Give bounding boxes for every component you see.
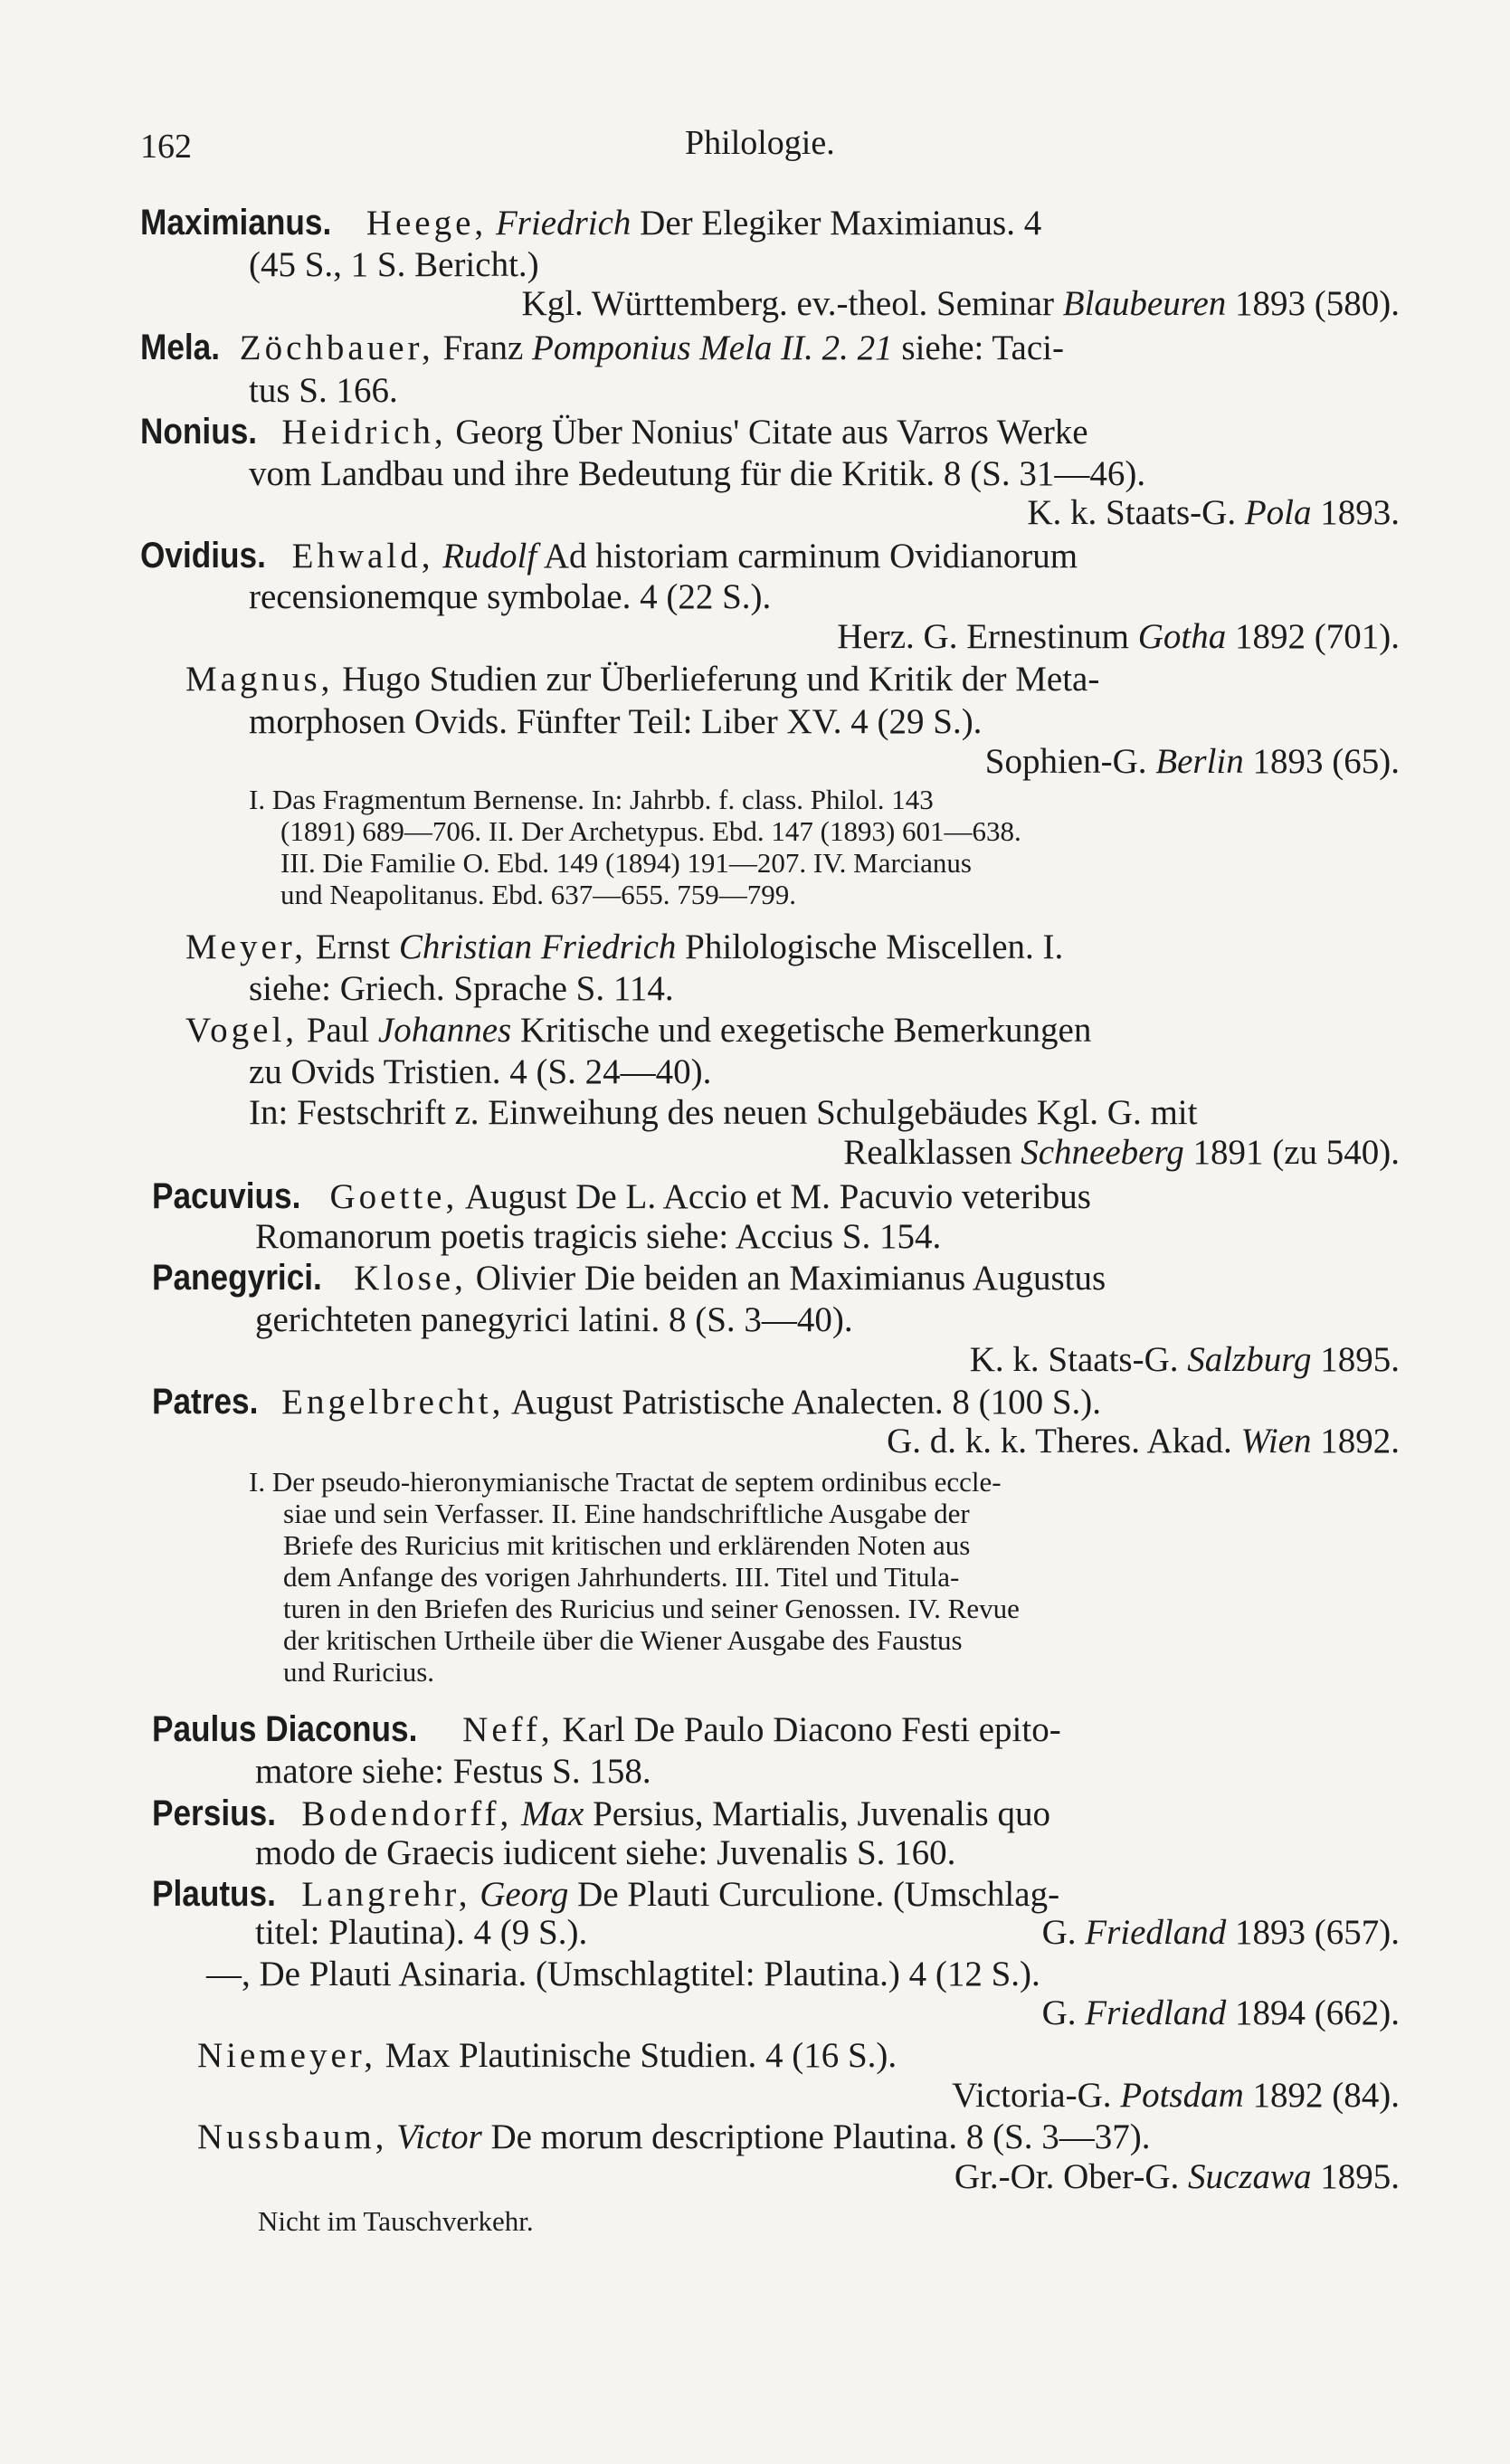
entry-publisher-line xyxy=(985,742,1400,782)
place: Suczawa xyxy=(1188,2157,1312,2196)
entry-nussbaum xyxy=(197,2117,1150,2157)
entry-ovidius xyxy=(140,536,1078,576)
text: Karl De Paulo Diacono Festi epito- xyxy=(562,1710,1061,1749)
entry-patres xyxy=(152,1382,1101,1422)
publisher: Kgl. Württemberg. ev.-theol. Seminar xyxy=(521,284,1054,323)
entry-publisher-line xyxy=(1027,493,1400,533)
author: Bodendorff, xyxy=(301,1794,513,1833)
place: Berlin xyxy=(1155,742,1244,781)
entry-publisher-line xyxy=(970,1340,1400,1380)
note-line: und Ruricius. xyxy=(283,1656,435,1688)
entry-publisher-line xyxy=(887,1422,1400,1461)
year: 1893. xyxy=(1320,493,1400,532)
given-name: Victor xyxy=(396,2117,482,2156)
note-line: III. Die Familie O. Ebd. 149 (1894) 191—207. IV. Marcianus xyxy=(280,847,972,879)
given-name: Max xyxy=(521,1794,584,1833)
author: Klose, xyxy=(354,1259,467,1298)
given-name: Friedrich xyxy=(495,204,632,243)
entry-magnus xyxy=(185,660,1099,699)
author: Engelbrecht, xyxy=(281,1383,505,1422)
given-name: Ernst xyxy=(315,928,391,966)
text: August De L. Accio et M. Pacuvio veteribus xyxy=(464,1177,1091,1216)
keyword: Ovidius. xyxy=(140,536,266,576)
note-line: der kritischen Urtheile über die Wiener Ausgabe des Faustus xyxy=(283,1624,963,1656)
page-number: 162 xyxy=(140,128,192,166)
year: 1895. xyxy=(1320,2157,1400,2196)
author: Goette, xyxy=(329,1177,459,1216)
text: De Plauti Curculione. (Umschlag- xyxy=(577,1875,1060,1914)
note-line: (1891) 689—706. II. Der Archetypus. Ebd. 147 (1893) 601—638. xyxy=(280,815,1021,847)
year: 1894 (662). xyxy=(1235,1993,1400,2032)
note-line: und Neapolitanus. Ebd. 637—655. 759—799. xyxy=(280,879,797,910)
year: 1892 (701). xyxy=(1235,617,1400,656)
entry-line: (45 S., 1 S. Bericht.) xyxy=(249,245,539,284)
text: Georg Über Nonius' Citate aus Varros Werke xyxy=(455,413,1088,452)
entry-panegyrici xyxy=(152,1258,1106,1299)
keyword: Nonius. xyxy=(140,412,258,452)
given-name: Rudolf xyxy=(442,537,537,576)
text: Philologische Miscellen. I. xyxy=(685,928,1064,966)
author: Ehwald, xyxy=(291,537,434,576)
entry-niemeyer xyxy=(197,2036,897,2076)
keyword: Mela. xyxy=(140,328,221,367)
author: Neff, xyxy=(462,1710,554,1749)
entry-line: vom Landbau und ihre Bedeutung für die Kritik. 8 (S. 31—46). xyxy=(249,454,1146,493)
author: Vogel, xyxy=(185,1011,299,1050)
keyword: Plautus. xyxy=(152,1874,276,1914)
note-line: I. Das Fragmentum Bernense. In: Jahrbb. f. class. Philol. 143 xyxy=(249,784,934,815)
place: Potsdam xyxy=(1120,2076,1244,2115)
text: Kritische und exegetische Bemerkungen xyxy=(519,1011,1092,1050)
publisher: Herz. G. Ernestinum xyxy=(837,617,1130,656)
text: August Patristische Analecten. 8 (100 S.). xyxy=(510,1383,1102,1422)
entry-paulus-diaconus xyxy=(152,1709,1061,1750)
author: Langrehr, xyxy=(301,1875,471,1914)
entry-plautus xyxy=(152,1874,1059,1915)
entry-line: recensionemque symbolae. 4 (22 S.). xyxy=(249,577,772,616)
text: Max Plautinische Studien. 4 (16 S.). xyxy=(385,2036,897,2075)
author: Heege, xyxy=(366,204,488,243)
year: 1892 (84). xyxy=(1252,2076,1400,2115)
title: Pomponius Mela II. 2. 21 xyxy=(532,328,893,367)
publisher: G. xyxy=(1041,1993,1077,2032)
entry-line: siehe: Griech. Sprache S. 114. xyxy=(249,969,674,1008)
text: Ad historiam carminum Ovidianorum xyxy=(543,537,1078,576)
entry-publisher-line xyxy=(522,284,1400,324)
entry-line: tus S. 166. xyxy=(249,371,398,410)
entry-mela xyxy=(140,328,1064,368)
see: siehe: Taci- xyxy=(901,328,1064,367)
publisher: K. k. Staats-G. xyxy=(1027,493,1237,532)
entry-pacuvius xyxy=(152,1176,1091,1217)
entry-line: modo de Graecis iudicent siehe: Juvenalis S. 160. xyxy=(255,1833,956,1872)
keyword: Panegyrici. xyxy=(152,1258,322,1298)
entry-publisher-line xyxy=(1042,1993,1400,2033)
entry-line: In: Festschrift z. Einweihung des neuen Schulgebäudes Kgl. G. mit xyxy=(249,1093,1198,1132)
year: 1893 (580). xyxy=(1235,284,1400,323)
given-name-italic: Christian Friedrich xyxy=(398,928,677,966)
entry-publisher-line xyxy=(1042,1913,1400,1953)
author: Magnus, xyxy=(185,660,334,699)
entry-vogel xyxy=(185,1011,1091,1051)
note-line: I. Der pseudo-hieronymianische Tractat de septem ordinibus eccle- xyxy=(249,1466,1002,1498)
place: Wien xyxy=(1240,1422,1312,1460)
publisher: Victoria-G. xyxy=(952,2076,1112,2115)
text: Persius, Martialis, Juvenalis quo xyxy=(593,1794,1050,1833)
place: Gotha xyxy=(1137,617,1227,656)
entry-line: titel: Plautina). 4 (9 S.). xyxy=(255,1913,588,1952)
place: Friedland xyxy=(1085,1993,1227,2032)
note-line: Briefe des Ruricius mit kritischen und erklärenden Noten aus xyxy=(283,1529,971,1561)
entry-maximianus xyxy=(140,203,1041,243)
keyword: Pacuvius. xyxy=(152,1176,301,1216)
entry-meyer xyxy=(185,928,1063,967)
footnote: Nicht im Tauschverkehr. xyxy=(258,2205,534,2237)
running-title: Philologie. xyxy=(685,124,835,162)
entry-line: gerichteten panegyrici latini. 8 (S. 3—40). xyxy=(255,1300,853,1339)
entry-plautus-asinaria: —, De Plauti Asinaria. (Umschlagtitel: Plautina.) 4 (12 S.). xyxy=(206,1955,1040,1993)
entry-publisher-line xyxy=(954,2157,1400,2197)
author: Zöchbauer, xyxy=(239,328,434,367)
publisher: Sophien-G. xyxy=(984,742,1147,781)
publisher: Realklassen xyxy=(843,1133,1012,1172)
publisher: K. k. Staats-G. xyxy=(969,1340,1179,1379)
note-line: siae und sein Verfasser. II. Eine handschriftliche Ausgabe der xyxy=(283,1498,970,1529)
text: Hugo Studien zur Überlieferung und Kritik der Meta- xyxy=(342,660,1100,699)
title: Der Elegiker Maximianus. 4 xyxy=(640,204,1042,243)
place: Pola xyxy=(1244,493,1312,532)
place: Friedland xyxy=(1085,1913,1227,1952)
entry-publisher-line xyxy=(837,617,1400,657)
author: Meyer, xyxy=(185,928,307,966)
author: Niemeyer, xyxy=(197,2036,376,2075)
author: Nussbaum, xyxy=(197,2117,388,2156)
keyword: Patres. xyxy=(152,1382,259,1422)
place: Blaubeuren xyxy=(1062,284,1227,323)
entry-line: morphosen Ovids. Fünfter Teil: Liber XV. 4 (29 S.). xyxy=(249,702,983,741)
given-name: Georg xyxy=(480,1875,569,1914)
note-line: turen in den Briefen des Ruricius und seiner Genossen. IV. Revue xyxy=(283,1593,1020,1624)
keyword: Maximianus. xyxy=(140,203,332,243)
year: 1895. xyxy=(1320,1340,1400,1379)
author: Heidrich, xyxy=(281,413,447,452)
entry-line: matore siehe: Festus S. 158. xyxy=(255,1752,651,1791)
given-name: Paul xyxy=(306,1011,370,1050)
entry-publisher-line xyxy=(843,1133,1400,1173)
publisher: G. xyxy=(1041,1913,1077,1952)
year: 1893 (65). xyxy=(1252,742,1400,781)
year: 1893 (657). xyxy=(1235,1913,1400,1952)
year: 1892. xyxy=(1320,1422,1400,1460)
publisher: Gr.-Or. Ober-G. xyxy=(954,2157,1180,2196)
entry-line: zu Ovids Tristien. 4 (S. 24—40). xyxy=(249,1052,712,1091)
entry-nonius xyxy=(140,412,1088,452)
year: 1891 (zu 540). xyxy=(1192,1133,1400,1172)
entry-publisher-line xyxy=(952,2076,1400,2116)
entry-persius xyxy=(152,1793,1050,1834)
publisher: G. d. k. k. Theres. Akad. xyxy=(887,1422,1232,1460)
keyword: Persius. xyxy=(152,1793,276,1833)
entry-line: Romanorum poetis tragicis siehe: Accius S. 154. xyxy=(255,1217,942,1256)
given-name-italic: Johannes xyxy=(377,1011,512,1050)
text: Olivier Die beiden an Maximianus Augustus xyxy=(475,1259,1106,1298)
keyword: Paulus Diaconus. xyxy=(152,1709,418,1749)
note-line: dem Anfange des vorigen Jahrhunderts. III. Titel und Titula- xyxy=(283,1561,960,1593)
text: De morum descriptione Plautina. 8 (S. 3—37). xyxy=(490,2117,1151,2156)
given-name: Franz xyxy=(442,328,524,367)
place: Schneeberg xyxy=(1021,1133,1184,1172)
place: Salzburg xyxy=(1187,1340,1312,1379)
